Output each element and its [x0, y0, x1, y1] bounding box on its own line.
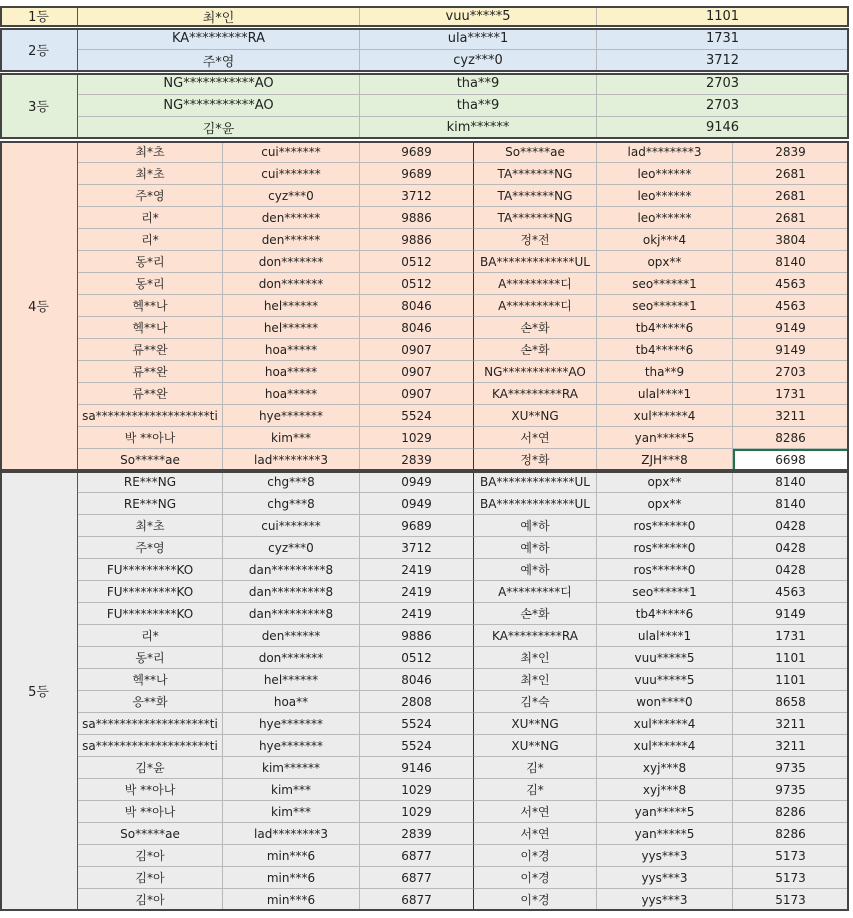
left-code-cell[interactable]: 0907 [360, 361, 474, 383]
left-code-cell[interactable]: 0512 [360, 273, 474, 295]
left-user-id-cell[interactable]: dan*********8 [223, 581, 360, 603]
user-id-cell[interactable]: tha**9 [360, 95, 597, 117]
left-name-cell[interactable]: 류**완 [78, 361, 223, 383]
right-code-cell[interactable]: 3211 [733, 735, 849, 757]
right-code-cell[interactable]: 0428 [733, 559, 849, 581]
right-name-cell[interactable]: 서*연 [474, 801, 597, 823]
left-user-id-cell[interactable]: chg***8 [223, 471, 360, 493]
name-cell[interactable]: 김*윤 [78, 117, 360, 139]
left-user-id-cell[interactable]: min***6 [223, 867, 360, 889]
rank5-label[interactable]: 5등 [0, 471, 78, 911]
code-cell[interactable]: 1731 [597, 28, 849, 50]
left-code-cell[interactable]: 5524 [360, 405, 474, 427]
right-user-id-cell[interactable]: okj***4 [597, 229, 733, 251]
right-code-cell[interactable]: 1101 [733, 669, 849, 691]
left-code-cell[interactable]: 6877 [360, 889, 474, 911]
right-name-cell[interactable]: BA*************UL [474, 493, 597, 515]
right-name-cell[interactable]: KA*********RA [474, 383, 597, 405]
right-user-id-cell[interactable]: opx** [597, 471, 733, 493]
user-id-cell[interactable]: ula*****1 [360, 28, 597, 50]
left-user-id-cell[interactable]: hel****** [223, 669, 360, 691]
left-name-cell[interactable]: 최*초 [78, 163, 223, 185]
left-code-cell[interactable]: 9689 [360, 515, 474, 537]
left-code-cell[interactable]: 1029 [360, 801, 474, 823]
right-user-id-cell[interactable]: yan*****5 [597, 801, 733, 823]
left-user-id-cell[interactable]: lad********3 [223, 823, 360, 845]
right-user-id-cell[interactable]: seo******1 [597, 295, 733, 317]
rank1-section [0, 6, 849, 27]
name-cell[interactable]: NG***********AO [78, 95, 360, 117]
right-code-cell[interactable]: 1731 [733, 383, 849, 405]
left-name-cell[interactable]: 류**완 [78, 339, 223, 361]
left-name-cell[interactable]: 헥**나 [78, 295, 223, 317]
right-user-id-cell[interactable]: lad********3 [597, 141, 733, 163]
left-name-cell[interactable]: 응**화 [78, 691, 223, 713]
left-code-cell[interactable]: 9146 [360, 757, 474, 779]
right-code-cell[interactable]: 4563 [733, 295, 849, 317]
right-name-cell[interactable]: TA*******NG [474, 163, 597, 185]
right-name-cell[interactable]: XU**NG [474, 713, 597, 735]
right-name-cell[interactable]: A*********디 [474, 295, 597, 317]
left-user-id-cell[interactable]: dan*********8 [223, 603, 360, 625]
left-user-id-cell[interactable]: den****** [223, 625, 360, 647]
right-code-cell[interactable]: 8286 [733, 823, 849, 845]
right-code-cell[interactable]: 8286 [733, 801, 849, 823]
right-name-cell[interactable]: NG***********AO [474, 361, 597, 383]
right-name-cell[interactable]: 예*하 [474, 537, 597, 559]
left-code-cell[interactable]: 0907 [360, 383, 474, 405]
left-name-cell[interactable]: 박 **아나 [78, 801, 223, 823]
rank3-section [0, 73, 849, 139]
left-user-id-cell[interactable]: kim****** [223, 757, 360, 779]
left-code-cell[interactable]: 8046 [360, 669, 474, 691]
left-code-cell[interactable]: 0907 [360, 339, 474, 361]
right-user-id-cell[interactable]: yan*****5 [597, 427, 733, 449]
right-code-cell[interactable]: 5173 [733, 889, 849, 911]
right-code-cell[interactable]: 8140 [733, 251, 849, 273]
name-cell[interactable]: 최*인 [78, 6, 360, 27]
right-user-id-cell[interactable]: won****0 [597, 691, 733, 713]
left-user-id-cell[interactable]: cyz***0 [223, 537, 360, 559]
left-user-id-cell[interactable]: min***6 [223, 889, 360, 911]
right-code-cell[interactable]: 2839 [733, 141, 849, 163]
left-user-id-cell[interactable]: hoa***** [223, 383, 360, 405]
left-user-id-cell[interactable]: hel****** [223, 295, 360, 317]
right-name-cell[interactable]: TA*******NG [474, 207, 597, 229]
right-user-id-cell[interactable]: ros******0 [597, 515, 733, 537]
right-user-id-cell[interactable]: leo****** [597, 163, 733, 185]
rank3-label[interactable]: 3등 [0, 73, 78, 139]
right-user-id-cell[interactable]: yys***3 [597, 867, 733, 889]
left-code-cell[interactable]: 9886 [360, 625, 474, 647]
rank4-section [0, 141, 849, 471]
left-user-id-cell[interactable]: hoa** [223, 691, 360, 713]
right-name-cell[interactable]: XU**NG [474, 405, 597, 427]
right-code-cell[interactable]: 2681 [733, 207, 849, 229]
right-name-cell[interactable]: A*********디 [474, 273, 597, 295]
user-id-cell[interactable]: kim****** [360, 117, 597, 139]
left-user-id-cell[interactable]: dan*********8 [223, 559, 360, 581]
right-user-id-cell[interactable]: tha**9 [597, 361, 733, 383]
left-name-cell[interactable]: 박 **아나 [78, 427, 223, 449]
right-user-id-cell[interactable]: ulal****1 [597, 625, 733, 647]
right-name-cell[interactable]: KA*********RA [474, 625, 597, 647]
right-name-cell[interactable]: 김* [474, 779, 597, 801]
left-name-cell[interactable]: 김*윤 [78, 757, 223, 779]
right-name-cell[interactable]: 이*경 [474, 845, 597, 867]
right-name-cell[interactable]: A*********디 [474, 581, 597, 603]
right-name-cell[interactable]: 최*인 [474, 669, 597, 691]
right-user-id-cell[interactable]: tb4*****6 [597, 317, 733, 339]
right-code-cell[interactable]: 0428 [733, 537, 849, 559]
right-user-id-cell[interactable]: yys***3 [597, 845, 733, 867]
left-name-cell[interactable]: 헥**나 [78, 669, 223, 691]
right-code-cell[interactable]: 2681 [733, 185, 849, 207]
left-name-cell[interactable]: 최*초 [78, 515, 223, 537]
right-name-cell[interactable]: 예*하 [474, 515, 597, 537]
code-cell[interactable]: 9146 [597, 117, 849, 139]
user-id-cell[interactable]: tha**9 [360, 73, 597, 95]
left-user-id-cell[interactable]: hye******* [223, 713, 360, 735]
left-user-id-cell[interactable]: hoa***** [223, 339, 360, 361]
right-code-cell[interactable]: 2703 [733, 361, 849, 383]
left-user-id-cell[interactable]: min***6 [223, 845, 360, 867]
right-code-cell[interactable]: 9735 [733, 757, 849, 779]
right-code-cell[interactable]: 4563 [733, 273, 849, 295]
right-code-cell[interactable]: 3211 [733, 405, 849, 427]
right-code-cell[interactable]: 9149 [733, 317, 849, 339]
left-code-cell[interactable]: 6877 [360, 845, 474, 867]
right-name-cell[interactable]: 최*인 [474, 647, 597, 669]
right-code-cell[interactable]: 8140 [733, 493, 849, 515]
right-name-cell[interactable]: 손*화 [474, 317, 597, 339]
left-name-cell[interactable]: 김*아 [78, 867, 223, 889]
left-user-id-cell[interactable]: den****** [223, 229, 360, 251]
left-user-id-cell[interactable]: cui******* [223, 515, 360, 537]
right-name-cell[interactable]: 김*숙 [474, 691, 597, 713]
right-code-cell[interactable]: 0428 [733, 515, 849, 537]
left-user-id-cell[interactable]: don******* [223, 251, 360, 273]
right-code-cell[interactable]: 3211 [733, 713, 849, 735]
left-code-cell[interactable]: 5524 [360, 735, 474, 757]
left-code-cell[interactable]: 3712 [360, 185, 474, 207]
left-name-cell[interactable]: So*****ae [78, 449, 223, 471]
left-name-cell[interactable]: 헥**나 [78, 317, 223, 339]
name-cell[interactable]: 주*영 [78, 50, 360, 72]
left-user-id-cell[interactable]: kim*** [223, 801, 360, 823]
right-name-cell[interactable]: 정*화 [474, 449, 597, 471]
right-user-id-cell[interactable]: tb4*****6 [597, 603, 733, 625]
right-name-cell[interactable]: 이*경 [474, 867, 597, 889]
left-name-cell[interactable]: sa*******************ti [78, 713, 223, 735]
left-name-cell[interactable]: RE***NG [78, 493, 223, 515]
right-name-cell[interactable]: 손*화 [474, 339, 597, 361]
right-name-cell[interactable]: So*****ae [474, 141, 597, 163]
code-cell[interactable]: 3712 [597, 50, 849, 72]
right-user-id-cell[interactable]: ulal****1 [597, 383, 733, 405]
left-name-cell[interactable]: 리* [78, 625, 223, 647]
right-user-id-cell[interactable]: vuu*****5 [597, 669, 733, 691]
left-name-cell[interactable]: sa*******************ti [78, 405, 223, 427]
right-code-cell[interactable]: 8286 [733, 427, 849, 449]
left-code-cell[interactable]: 1029 [360, 779, 474, 801]
left-name-cell[interactable]: 최*초 [78, 141, 223, 163]
right-user-id-cell[interactable]: vuu*****5 [597, 647, 733, 669]
right-user-id-cell[interactable]: yys***3 [597, 889, 733, 911]
code-cell[interactable]: 2703 [597, 95, 849, 117]
left-user-id-cell[interactable]: den****** [223, 207, 360, 229]
left-code-cell[interactable]: 9886 [360, 229, 474, 251]
left-name-cell[interactable]: 리* [78, 207, 223, 229]
left-code-cell[interactable]: 1029 [360, 427, 474, 449]
rank4-label[interactable]: 4등 [0, 141, 78, 471]
left-user-id-cell[interactable]: kim*** [223, 427, 360, 449]
right-name-cell[interactable]: 이*경 [474, 889, 597, 911]
left-code-cell[interactable]: 2839 [360, 449, 474, 471]
left-code-cell[interactable]: 0949 [360, 471, 474, 493]
left-user-id-cell[interactable]: cui******* [223, 141, 360, 163]
rank5-section [0, 471, 849, 911]
right-code-cell[interactable]: 8658 [733, 691, 849, 713]
right-user-id-cell[interactable]: xul******4 [597, 713, 733, 735]
right-code-cell[interactable]: 3804 [733, 229, 849, 251]
right-name-cell[interactable]: 예*하 [474, 559, 597, 581]
selected-cell[interactable]: 6698 [733, 449, 849, 471]
left-name-cell[interactable]: 주*영 [78, 185, 223, 207]
left-name-cell[interactable]: 박 **아나 [78, 779, 223, 801]
code-cell[interactable]: 2703 [597, 73, 849, 95]
left-user-id-cell[interactable]: hye******* [223, 405, 360, 427]
left-user-id-cell[interactable]: cyz***0 [223, 185, 360, 207]
left-name-cell[interactable]: FU*********KO [78, 603, 223, 625]
right-name-cell[interactable]: 손*화 [474, 603, 597, 625]
left-name-cell[interactable]: 김*아 [78, 845, 223, 867]
left-code-cell[interactable]: 0512 [360, 647, 474, 669]
right-user-id-cell[interactable]: opx** [597, 251, 733, 273]
left-name-cell[interactable]: 동*리 [78, 273, 223, 295]
left-name-cell[interactable]: FU*********KO [78, 559, 223, 581]
left-code-cell[interactable]: 0512 [360, 251, 474, 273]
right-code-cell[interactable]: 2681 [733, 163, 849, 185]
left-name-cell[interactable]: 류**완 [78, 383, 223, 405]
left-code-cell[interactable]: 2839 [360, 823, 474, 845]
right-user-id-cell[interactable]: xyj***8 [597, 757, 733, 779]
left-code-cell[interactable]: 2419 [360, 559, 474, 581]
left-name-cell[interactable]: 김*아 [78, 889, 223, 911]
user-id-cell[interactable]: vuu*****5 [360, 6, 597, 27]
right-code-cell[interactable]: 4563 [733, 581, 849, 603]
left-user-id-cell[interactable]: kim*** [223, 779, 360, 801]
left-code-cell[interactable]: 0949 [360, 493, 474, 515]
rank2-section [0, 28, 849, 72]
left-user-id-cell[interactable]: hye******* [223, 735, 360, 757]
right-user-id-cell[interactable]: seo******1 [597, 273, 733, 295]
right-user-id-cell[interactable]: xul******4 [597, 735, 733, 757]
left-code-cell[interactable]: 2419 [360, 603, 474, 625]
right-user-id-cell[interactable]: ZJH***8 [597, 449, 733, 471]
right-name-cell[interactable]: BA*************UL [474, 471, 597, 493]
left-code-cell[interactable]: 2808 [360, 691, 474, 713]
right-code-cell[interactable]: 5173 [733, 845, 849, 867]
left-name-cell[interactable]: 주*영 [78, 537, 223, 559]
left-user-id-cell[interactable]: chg***8 [223, 493, 360, 515]
right-code-cell[interactable]: 1101 [733, 647, 849, 669]
right-user-id-cell[interactable]: xyj***8 [597, 779, 733, 801]
left-name-cell[interactable]: FU*********KO [78, 581, 223, 603]
left-code-cell[interactable]: 2419 [360, 581, 474, 603]
left-name-cell[interactable]: 동*리 [78, 647, 223, 669]
left-user-id-cell[interactable]: don******* [223, 647, 360, 669]
right-user-id-cell[interactable]: opx** [597, 493, 733, 515]
left-name-cell[interactable]: 동*리 [78, 251, 223, 273]
right-name-cell[interactable]: 서*연 [474, 427, 597, 449]
right-user-id-cell[interactable]: ros******0 [597, 559, 733, 581]
right-name-cell[interactable]: 서*연 [474, 823, 597, 845]
code-cell[interactable]: 1101 [597, 6, 849, 27]
left-code-cell[interactable]: 9689 [360, 141, 474, 163]
right-code-cell[interactable]: 9735 [733, 779, 849, 801]
left-code-cell[interactable]: 8046 [360, 295, 474, 317]
left-code-cell[interactable]: 8046 [360, 317, 474, 339]
left-code-cell[interactable]: 9886 [360, 207, 474, 229]
right-name-cell[interactable]: TA*******NG [474, 185, 597, 207]
left-code-cell[interactable]: 5524 [360, 713, 474, 735]
left-user-id-cell[interactable]: cui******* [223, 163, 360, 185]
name-cell[interactable]: KA*********RA [78, 28, 360, 50]
right-user-id-cell[interactable]: xul******4 [597, 405, 733, 427]
right-user-id-cell[interactable]: tb4*****6 [597, 339, 733, 361]
left-user-id-cell[interactable]: lad********3 [223, 449, 360, 471]
left-name-cell[interactable]: RE***NG [78, 471, 223, 493]
right-code-cell[interactable]: 8140 [733, 471, 849, 493]
left-code-cell[interactable]: 3712 [360, 537, 474, 559]
left-user-id-cell[interactable]: don******* [223, 273, 360, 295]
right-code-cell[interactable]: 1731 [733, 625, 849, 647]
left-name-cell[interactable]: 리* [78, 229, 223, 251]
right-user-id-cell[interactable]: leo****** [597, 185, 733, 207]
right-code-cell[interactable]: 9149 [733, 603, 849, 625]
left-code-cell[interactable]: 6877 [360, 867, 474, 889]
left-code-cell[interactable]: 9689 [360, 163, 474, 185]
right-user-id-cell[interactable]: leo****** [597, 207, 733, 229]
rank2-label[interactable]: 2등 [0, 28, 78, 72]
right-name-cell[interactable]: XU**NG [474, 735, 597, 757]
right-user-id-cell[interactable]: ros******0 [597, 537, 733, 559]
user-id-cell[interactable]: cyz***0 [360, 50, 597, 72]
left-name-cell[interactable]: sa*******************ti [78, 735, 223, 757]
left-user-id-cell[interactable]: hoa***** [223, 361, 360, 383]
rank1-label[interactable]: 1등 [0, 6, 78, 27]
name-cell[interactable]: NG***********AO [78, 73, 360, 95]
right-name-cell[interactable]: BA*************UL [474, 251, 597, 273]
right-name-cell[interactable]: 정*전 [474, 229, 597, 251]
right-code-cell[interactable]: 9149 [733, 339, 849, 361]
left-user-id-cell[interactable]: hel****** [223, 317, 360, 339]
right-code-cell[interactable]: 5173 [733, 867, 849, 889]
left-name-cell[interactable]: So*****ae [78, 823, 223, 845]
right-user-id-cell[interactable]: yan*****5 [597, 823, 733, 845]
right-user-id-cell[interactable]: seo******1 [597, 581, 733, 603]
right-name-cell[interactable]: 김* [474, 757, 597, 779]
